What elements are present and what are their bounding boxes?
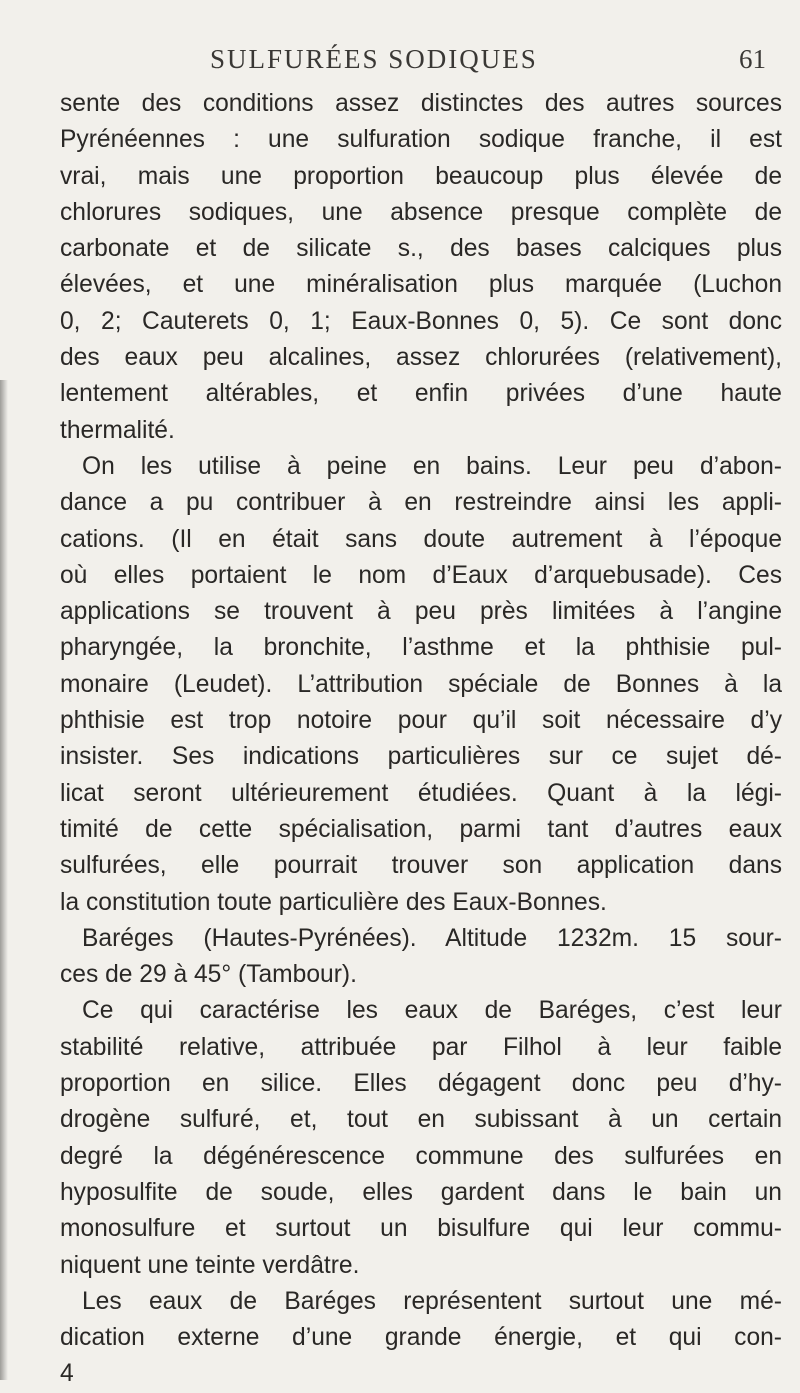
binding-shadow	[0, 380, 8, 1380]
text-line: chlorures sodiques, une absence presque complète de	[60, 198, 782, 226]
text-line: monaire (Leudet). L’attribution spéciale de Bonnes à la	[60, 670, 782, 698]
text-line: élevées, et une minéralisation plus marquée (Luchon	[60, 271, 782, 299]
text-line: monosulfure et surtout un bisulfure qui leur commu-	[60, 1215, 782, 1243]
text-line: phthisie est trop notoire pour qu’il soit nécessaire d’y	[60, 707, 782, 735]
text-line: On les utilise à peine en bains. Leur peu d’abon-	[82, 452, 782, 480]
text-line: stabilité relative, attribuée par Filhol à leur faible	[60, 1033, 782, 1061]
text-line: Les eaux de Baréges représentent surtout une mé-	[82, 1287, 782, 1315]
body-text	[60, 86, 782, 1393]
text-line: des eaux peu alcalines, assez chlorurées (relativement),	[60, 344, 782, 372]
text-line: thermalité.	[60, 416, 175, 444]
text-line: 0, 2; Cauterets 0, 1; Eaux-Bonnes 0, 5). Ce sont donc	[60, 307, 782, 335]
text-line: proportion en silice. Elles dégagent donc peu d’hy-	[60, 1070, 782, 1098]
text-line: licat seront ultérieurement étudiées. Quant à la légi-	[60, 779, 782, 807]
text-line: vrai, mais une proportion beaucoup plus élevée de	[60, 162, 782, 190]
text-line: Ce qui caractérise les eaux de Baréges, c’est leur	[82, 997, 782, 1025]
text-line: ces de 29 à 45° (Tambour).	[60, 961, 357, 989]
text-line: hyposulfite de soude, elles gardent dans le bain un	[60, 1178, 782, 1206]
text-line: carbonate et de silicate s., des bases calciques plus	[60, 235, 782, 263]
signature-line	[60, 1356, 782, 1392]
text-line: dication externe d’une grande énergie, et qui con-	[60, 1324, 782, 1352]
text-line: drogène sulfuré, et, tout en subissant à un certain	[60, 1106, 782, 1134]
text-line: degré la dégénérescence commune des sulfurées en	[60, 1142, 782, 1170]
page-number: 61	[739, 44, 766, 74]
signature-mark: 4	[60, 1360, 74, 1388]
text-line: sente des conditions assez distinctes des autres sources	[60, 90, 782, 117]
text-line: applications se trouvent à peu près limitées à l’angine	[60, 598, 782, 626]
text-line: la constitution toute particulière des Eaux-Bonnes.	[60, 888, 607, 916]
text-line: pharyngée, la bronchite, l’asthme et la phthisie pul-	[60, 634, 782, 662]
running-head: SULFURÉES SODIQUES	[210, 44, 538, 74]
text-line: cations. (Il en était sans doute autrement à l’époque	[60, 525, 782, 553]
text-line: dance a pu contribuer à en restreindre ainsi les appli-	[60, 489, 782, 517]
text-line: Baréges (Hautes-Pyrénées). Altitude 1232m. 15 sour-	[82, 924, 782, 952]
page-header	[60, 44, 780, 84]
text-line: où elles portaient le nom d’Eaux d’arquebusade). Ces	[60, 561, 782, 589]
text-line: sulfurées, elle pourrait trouver son application dans	[60, 852, 782, 880]
text-line: insister. Ses indications particulières sur ce sujet dé-	[60, 743, 782, 771]
text-line: niquent une teinte verdâtre.	[60, 1251, 360, 1279]
text-line: timité de cette spécialisation, parmi tant d’autres eaux	[60, 815, 782, 843]
text-line: lentement altérables, et enfin privées d’une haute	[60, 380, 782, 408]
text-line: Pyrénéennes : une sulfuration sodique franche, il est	[60, 126, 782, 154]
